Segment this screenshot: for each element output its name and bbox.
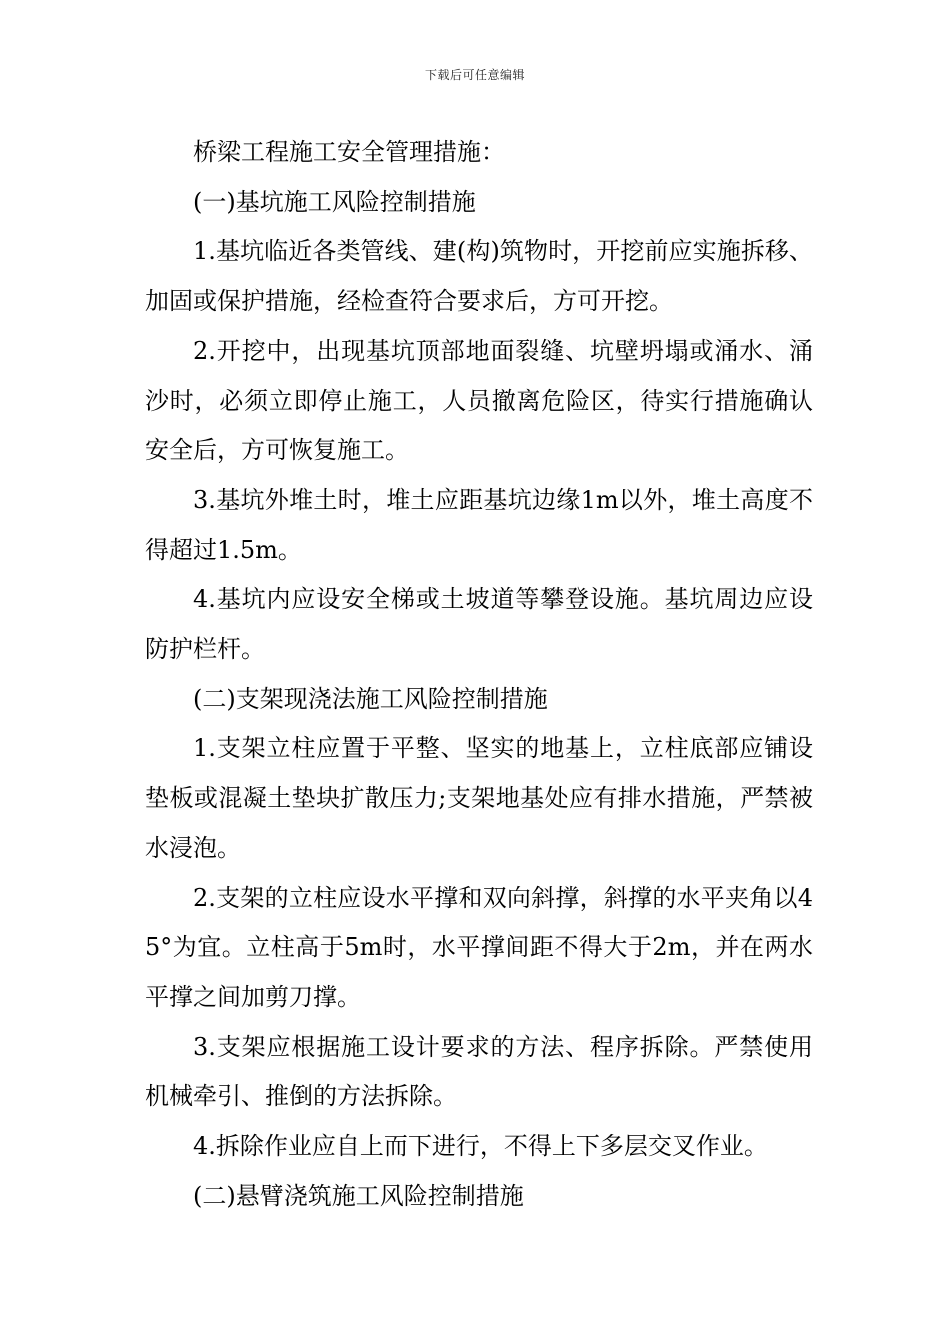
page-header: 下载后可任意编辑 bbox=[424, 68, 525, 82]
paragraph-2-4: 4.拆除作业应自上而下进行，不得上下多层交叉作业。 bbox=[193, 1132, 768, 1161]
section-heading-2: (二)支架现浇法施工风险控制措施 bbox=[193, 684, 548, 713]
section-heading-3: (二)悬臂浇筑施工风险控制措施 bbox=[193, 1181, 524, 1210]
section-heading-1: (一)基坑施工风险控制措施 bbox=[193, 187, 476, 216]
paragraph-1-3: 3.基坑外堆土时，堆土应距基坑边缘1m以外，堆土高度不得超过1.5m。 bbox=[145, 485, 813, 564]
paragraph-2-2: 2.支架的立柱应设水平撑和双向斜撑，斜撑的水平夹角以45°为宜。立柱高于5m时，水平撑间距不得大于2m，并在两水平撑之间加剪刀撑。 bbox=[145, 883, 813, 1011]
paragraph-1-2: 2.开挖中，出现基坑顶部地面裂缝、坑壁坍塌或涌水、涌沙时，必须立即停止施工，人员撤离危险区，待实行措施确认安全后，方可恢复施工。 bbox=[145, 336, 813, 465]
paragraph-1-4: 4.基坑内应设安全梯或土坡道等攀登设施。基坑周边应设防护栏杆。 bbox=[145, 585, 813, 664]
paragraph-2-3: 3.支架应根据施工设计要求的方法、程序拆除。严禁使用机械牵引、推倒的方法拆除。 bbox=[145, 1032, 813, 1111]
document-title: 桥梁工程施工安全管理措施： bbox=[193, 138, 505, 166]
paragraph-1-1: 1.基坑临近各类管线、建(构)筑物时，开挖前应实施拆移、加固或保护措施，经检查符合要求后，方可开挖。 bbox=[145, 237, 813, 316]
paragraph-2-1: 1.支架立柱应置于平整、坚实的地基上，立柱底部应铺设垫板或混凝土垫块扩散压力;支架地基处应有排水措施，严禁被水浸泡。 bbox=[145, 734, 813, 862]
document-body bbox=[145, 128, 813, 1221]
